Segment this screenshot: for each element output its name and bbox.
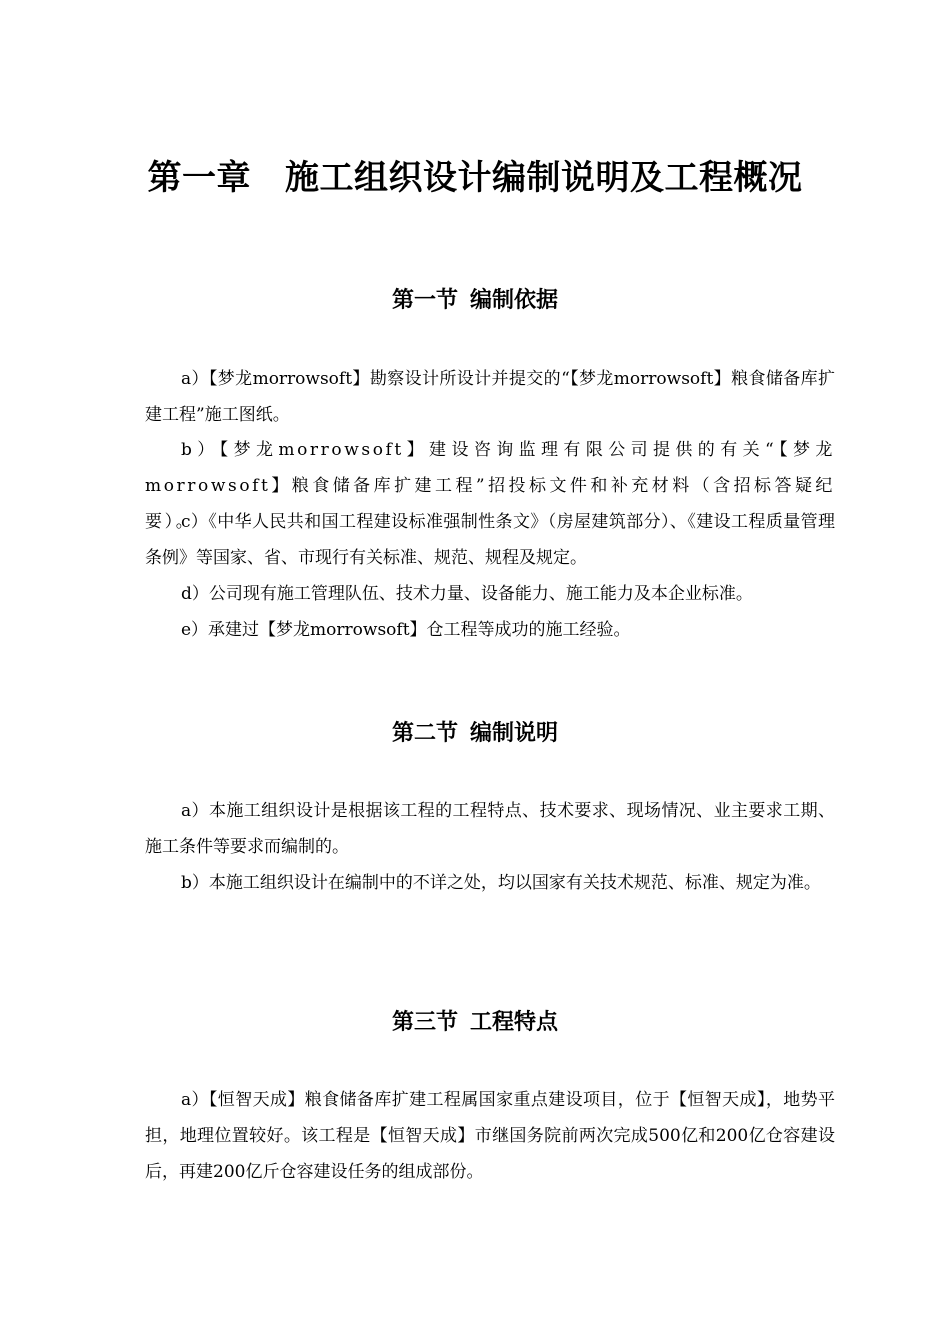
paragraph: b）【梦龙morrowsoft】建设咨询监理有限公司提供的有关“【梦龙morrowsoft】粮食储备库扩建工程”招投标文件和补充材料（含招标答疑纪要）。 bbox=[145, 440, 835, 532]
section-title-text: 编制依据 bbox=[470, 288, 559, 313]
chapter-title bbox=[0, 152, 950, 204]
paragraph: e）承建过【梦龙morrowsoft】仓工程等成功的施工经验。 bbox=[181, 620, 631, 640]
section-title-description bbox=[0, 718, 950, 750]
paragraph: d）公司现有施工管理队伍、技术力量、设备能力、施工能力及本企业标准。 bbox=[181, 584, 753, 604]
section-label: 第一节 bbox=[391, 288, 458, 313]
paragraph: a）【梦龙morrowsoft】勘察设计所设计并提交的“【梦龙morrowsoft】粮食储备库扩建工程”施工图纸。 bbox=[145, 369, 835, 425]
paragraph: b）本施工组织设计在编制中的不详之处，均以国家有关技术规范、标准、规定为准。 bbox=[181, 873, 821, 893]
chapter-label: 第一章 bbox=[147, 158, 251, 198]
section-label: 第二节 bbox=[391, 721, 458, 746]
section-label: 第三节 bbox=[391, 1010, 458, 1035]
section-title-text: 工程特点 bbox=[470, 1010, 559, 1035]
paragraph: c）《中华人民共和国工程建设标准强制性条文》（房屋建筑部分）、《建设工程质量管理条例》等国家、省、市现行有关标准、规范、规程及规定。 bbox=[145, 512, 835, 568]
paragraph: a）【恒智天成】粮食储备库扩建工程属国家重点建设项目，位于【恒智天成】，地势平担，地理位置较好。该工程是【恒智天成】市继国务院前两次完成500亿和200亿仓容建设后，再建200亿斤仓容建设任务的组成部份。 bbox=[145, 1090, 835, 1182]
section-title-features bbox=[0, 1007, 950, 1039]
paragraph: a）本施工组织设计是根据该工程的工程特点、技术要求、现场情况、业主要求工期、施工条件等要求而编制的。 bbox=[145, 801, 835, 857]
section-title-basis bbox=[0, 285, 950, 317]
chapter-title-text: 施工组织设计编制说明及工程概况 bbox=[285, 158, 803, 198]
section-title-text: 编制说明 bbox=[470, 721, 559, 746]
